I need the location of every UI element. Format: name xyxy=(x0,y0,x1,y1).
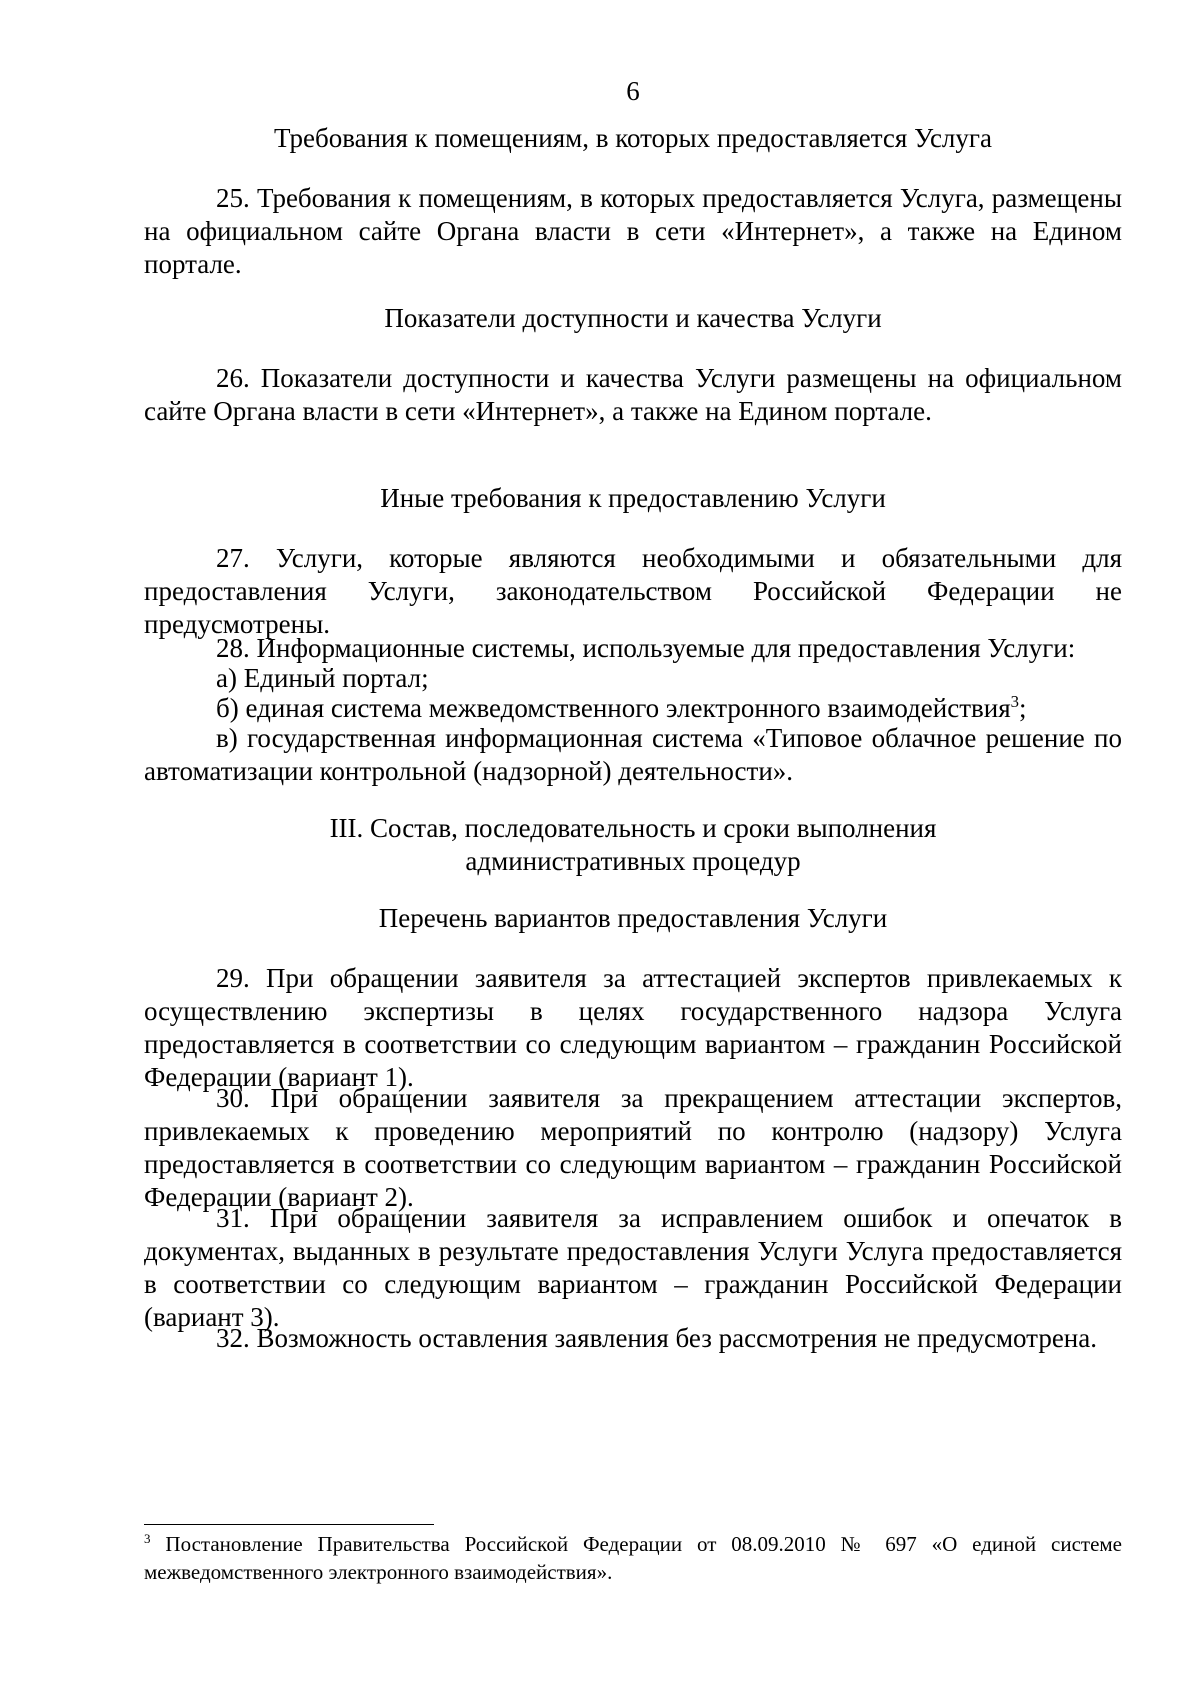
chapter-3-heading xyxy=(144,812,1122,878)
paragraph-26: 26. Показатели доступности и качества Услуги размещены на официальном сайте Органа власти в сети «Интернет», а также на Едином портале. xyxy=(144,363,1122,426)
list-item-28b xyxy=(144,692,1122,725)
list-item-28b-text: б) единая система межведомственного электронного взаимодействия xyxy=(216,693,1011,723)
paragraph-31: 31. При обращении заявителя за исправлением ошибок и опечаток в документах, выданных в результате предоставления Услуги Услуга предоставляется в соответствии со следующим вариантом – гражданин Российской Федерации (вариант 3). xyxy=(144,1203,1122,1332)
paragraph-29: 29. При обращении заявителя за аттестацией экспертов привлекаемых к осуществлению экспертизы в целях государственного надзора Услуга предоставляется в соответствии со следующим вариантом – гражданин Российской Федерации (вариант 1). xyxy=(144,963,1122,1092)
paragraph-27: 27. Услуги, которые являются необходимыми и обязательными для предоставления Услуги, законодательством Российской Федерации не предусмотрены. xyxy=(144,543,1122,639)
footnote-separator xyxy=(144,1524,434,1525)
chapter-3-heading-line-1: III. Состав, последовательность и сроки выполнения xyxy=(329,813,937,843)
list-item-28b-end: ; xyxy=(1019,693,1027,723)
paragraph-28: 28. Информационные системы, используемые для предоставления Услуги: xyxy=(216,633,1076,663)
list-item-28c: в) государственная информационная система «Типовое облачное решение по автоматизации контрольной (надзорной) деятельности». xyxy=(144,723,1122,786)
heading-other-requirements: Иные требования к предоставлению Услуги xyxy=(380,483,886,513)
document-page xyxy=(144,0,1122,1697)
footnote-reference: 3 xyxy=(1010,692,1019,711)
list-item-28a: а) Единый портал; xyxy=(216,663,429,693)
heading-quality-indicators: Показатели доступности и качества Услуги xyxy=(384,303,882,333)
footnote-marker: 3 xyxy=(144,1531,151,1546)
paragraph-30: 30. При обращении заявителя за прекращением аттестации экспертов, привлекаемых к проведению мероприятий по контролю (надзору) Услуга предоставляется в соответствии со следующим вариантом – гражданин Российской Федерации (вариант 2). xyxy=(144,1083,1122,1212)
paragraph-25: 25. Требования к помещениям, в которых предоставляется Услуга, размещены на официальном сайте Органа власти в сети «Интернет», а также на Едином портале. xyxy=(144,183,1122,279)
heading-service-variants: Перечень вариантов предоставления Услуги xyxy=(378,903,888,933)
chapter-3-heading-line-2: административных процедур xyxy=(465,846,801,876)
footnote-text: Постановление Правительства Российской Федерации от 08.09.2010 № 697 «О единой системе межведомственного электронного взаимодействия». xyxy=(144,1532,1122,1584)
heading-premises-requirements: Требования к помещениям, в которых предоставляется Услуга xyxy=(274,123,992,153)
page-number: 6 xyxy=(626,76,640,106)
footnote xyxy=(144,1530,1122,1586)
paragraph-32: 32. Возможность оставления заявления без рассмотрения не предусмотрена. xyxy=(216,1323,1097,1353)
